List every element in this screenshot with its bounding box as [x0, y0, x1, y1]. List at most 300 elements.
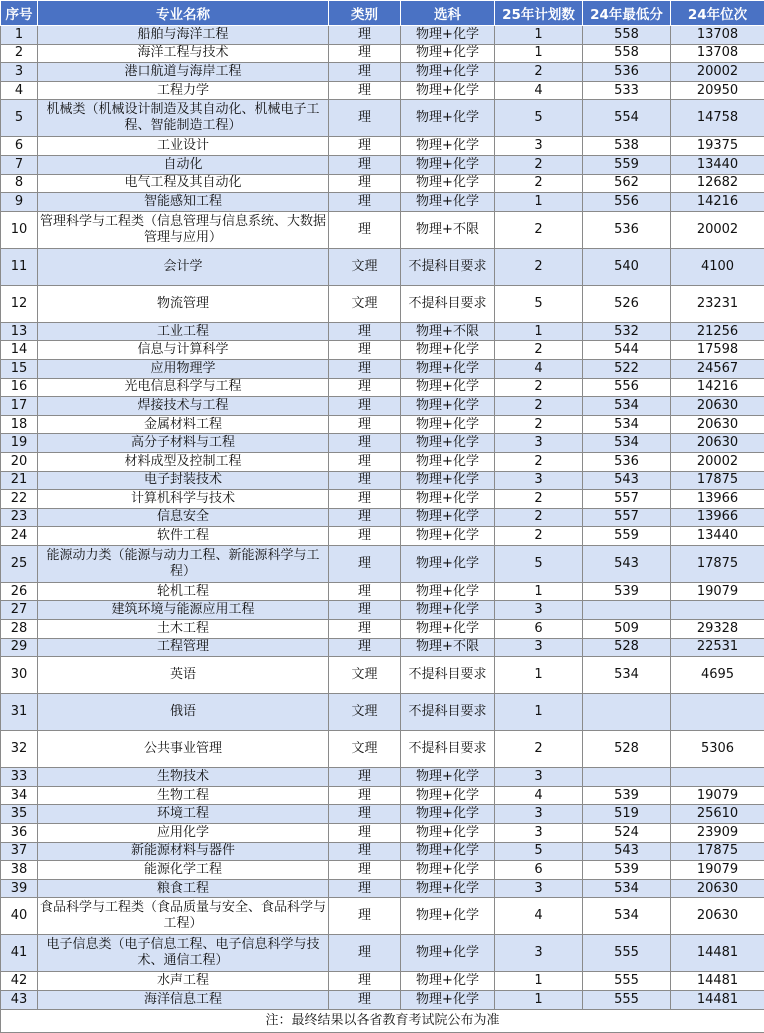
cell-subjects: 物理+化学 — [401, 490, 495, 509]
cell-min24: 528 — [583, 638, 671, 657]
cell-min24: 534 — [583, 879, 671, 898]
cell-plan25: 5 — [495, 545, 583, 582]
cell-no: 6 — [1, 137, 38, 156]
cell-min24: 539 — [583, 786, 671, 805]
cell-no: 37 — [1, 842, 38, 861]
cell-plan25: 1 — [495, 657, 583, 694]
table-row — [1, 434, 764, 453]
header-category: 类别 — [329, 1, 401, 26]
cell-plan25: 6 — [495, 861, 583, 880]
cell-min24: 522 — [583, 359, 671, 378]
cell-no: 32 — [1, 731, 38, 768]
cell-category: 文理 — [329, 731, 401, 768]
table-row — [1, 582, 764, 601]
cell-no: 40 — [1, 898, 38, 935]
table-row — [1, 842, 764, 861]
cell-no: 18 — [1, 415, 38, 434]
table-row — [1, 601, 764, 620]
cell-category: 理 — [329, 527, 401, 546]
cell-category: 理 — [329, 44, 401, 63]
cell-subjects: 物理+化学 — [401, 805, 495, 824]
cell-rank24: 13440 — [671, 155, 764, 174]
cell-plan25: 1 — [495, 26, 583, 45]
table-row — [1, 285, 764, 322]
cell-plan25: 4 — [495, 81, 583, 100]
cell-category: 理 — [329, 824, 401, 843]
cell-category: 理 — [329, 415, 401, 434]
cell-category: 理 — [329, 991, 401, 1010]
cell-rank24: 13966 — [671, 490, 764, 509]
cell-plan25: 5 — [495, 842, 583, 861]
cell-min24 — [583, 601, 671, 620]
cell-no: 3 — [1, 63, 38, 82]
cell-rank24: 20630 — [671, 415, 764, 434]
cell-no: 30 — [1, 657, 38, 694]
cell-rank24: 14481 — [671, 991, 764, 1010]
table-row — [1, 657, 764, 694]
cell-category: 理 — [329, 434, 401, 453]
cell-rank24: 19079 — [671, 786, 764, 805]
cell-no: 27 — [1, 601, 38, 620]
cell-subjects: 物理+化学 — [401, 898, 495, 935]
cell-no: 43 — [1, 991, 38, 1010]
cell-no: 21 — [1, 471, 38, 490]
cell-min24: 536 — [583, 452, 671, 471]
cell-rank24: 14216 — [671, 193, 764, 212]
cell-subjects: 物理+化学 — [401, 193, 495, 212]
table-row — [1, 322, 764, 341]
cell-major: 金属材料工程 — [38, 415, 329, 434]
cell-major: 光电信息科学与工程 — [38, 378, 329, 397]
table-row — [1, 378, 764, 397]
cell-category: 理 — [329, 545, 401, 582]
table-row — [1, 471, 764, 490]
cell-major: 能源动力类（能源与动力工程、新能源科学与工程） — [38, 545, 329, 582]
cell-category: 理 — [329, 155, 401, 174]
cell-no: 33 — [1, 768, 38, 787]
cell-plan25: 1 — [495, 582, 583, 601]
cell-category: 文理 — [329, 657, 401, 694]
cell-plan25: 2 — [495, 452, 583, 471]
cell-category: 理 — [329, 935, 401, 972]
cell-min24: 558 — [583, 44, 671, 63]
cell-no: 2 — [1, 44, 38, 63]
cell-plan25: 2 — [495, 63, 583, 82]
cell-plan25: 2 — [495, 155, 583, 174]
cell-rank24: 20950 — [671, 81, 764, 100]
cell-major: 环境工程 — [38, 805, 329, 824]
cell-plan25: 2 — [495, 490, 583, 509]
cell-plan25: 1 — [495, 193, 583, 212]
table-row — [1, 490, 764, 509]
cell-category: 理 — [329, 620, 401, 639]
cell-category: 理 — [329, 805, 401, 824]
cell-major: 水声工程 — [38, 972, 329, 991]
cell-subjects: 物理+化学 — [401, 879, 495, 898]
table-row — [1, 44, 764, 63]
cell-major: 材料成型及控制工程 — [38, 452, 329, 471]
cell-category: 理 — [329, 601, 401, 620]
cell-no: 11 — [1, 248, 38, 285]
cell-plan25: 2 — [495, 211, 583, 248]
cell-no: 41 — [1, 935, 38, 972]
cell-major: 生物技术 — [38, 768, 329, 787]
cell-plan25: 2 — [495, 731, 583, 768]
cell-subjects: 不提科目要求 — [401, 731, 495, 768]
cell-plan25: 2 — [495, 341, 583, 360]
table-row — [1, 452, 764, 471]
table-row — [1, 248, 764, 285]
cell-rank24: 5306 — [671, 731, 764, 768]
header-row — [1, 1, 764, 26]
cell-no: 23 — [1, 508, 38, 527]
cell-subjects: 不提科目要求 — [401, 694, 495, 731]
cell-category: 理 — [329, 972, 401, 991]
cell-min24: 557 — [583, 490, 671, 509]
cell-plan25: 1 — [495, 991, 583, 1010]
cell-major: 船舶与海洋工程 — [38, 26, 329, 45]
cell-rank24: 29328 — [671, 620, 764, 639]
table-row — [1, 63, 764, 82]
cell-min24: 555 — [583, 935, 671, 972]
header-subjects: 选科 — [401, 1, 495, 26]
cell-min24: 519 — [583, 805, 671, 824]
cell-category: 理 — [329, 378, 401, 397]
cell-plan25: 3 — [495, 824, 583, 843]
cell-category: 理 — [329, 471, 401, 490]
cell-no: 14 — [1, 341, 38, 360]
cell-category: 理 — [329, 452, 401, 471]
cell-no: 10 — [1, 211, 38, 248]
cell-min24: 536 — [583, 63, 671, 82]
cell-min24: 544 — [583, 341, 671, 360]
header-major: 专业名称 — [38, 1, 329, 26]
cell-min24: 554 — [583, 100, 671, 137]
cell-no: 28 — [1, 620, 38, 639]
cell-rank24 — [671, 601, 764, 620]
cell-category: 理 — [329, 861, 401, 880]
table-row — [1, 898, 764, 935]
cell-subjects: 物理+化学 — [401, 137, 495, 156]
cell-category: 理 — [329, 768, 401, 787]
cell-major: 机械类（机械设计制造及其自动化、机械电子工程、智能制造工程） — [38, 100, 329, 137]
table-row — [1, 359, 764, 378]
cell-category: 理 — [329, 638, 401, 657]
cell-category: 理 — [329, 81, 401, 100]
cell-min24: 559 — [583, 527, 671, 546]
cell-min24: 524 — [583, 824, 671, 843]
cell-no: 16 — [1, 378, 38, 397]
cell-rank24: 22531 — [671, 638, 764, 657]
cell-subjects: 物理+化学 — [401, 174, 495, 193]
cell-rank24: 23909 — [671, 824, 764, 843]
cell-major: 英语 — [38, 657, 329, 694]
cell-category: 理 — [329, 100, 401, 137]
cell-no: 38 — [1, 861, 38, 880]
table-row — [1, 694, 764, 731]
cell-rank24: 13708 — [671, 26, 764, 45]
cell-plan25: 2 — [495, 415, 583, 434]
cell-category: 理 — [329, 490, 401, 509]
cell-min24: 555 — [583, 972, 671, 991]
cell-subjects: 物理+不限 — [401, 211, 495, 248]
cell-rank24: 14758 — [671, 100, 764, 137]
cell-major: 新能源材料与器件 — [38, 842, 329, 861]
header-plan25: 25年计划数 — [495, 1, 583, 26]
cell-no: 19 — [1, 434, 38, 453]
table-row — [1, 81, 764, 100]
cell-category: 理 — [329, 786, 401, 805]
cell-subjects: 物理+化学 — [401, 155, 495, 174]
cell-no: 8 — [1, 174, 38, 193]
cell-no: 5 — [1, 100, 38, 137]
header-no: 序号 — [1, 1, 38, 26]
cell-subjects: 物理+不限 — [401, 638, 495, 657]
cell-plan25: 3 — [495, 879, 583, 898]
table-row — [1, 193, 764, 212]
table-row — [1, 174, 764, 193]
cell-min24: 556 — [583, 193, 671, 212]
cell-major: 计算机科学与技术 — [38, 490, 329, 509]
table-row — [1, 731, 764, 768]
cell-rank24: 23231 — [671, 285, 764, 322]
cell-category: 理 — [329, 842, 401, 861]
cell-min24: 534 — [583, 415, 671, 434]
cell-plan25: 2 — [495, 248, 583, 285]
cell-no: 13 — [1, 322, 38, 341]
cell-subjects: 物理+化学 — [401, 935, 495, 972]
cell-subjects: 物理+化学 — [401, 26, 495, 45]
cell-rank24: 20002 — [671, 63, 764, 82]
cell-rank24: 13440 — [671, 527, 764, 546]
cell-subjects: 物理+化学 — [401, 100, 495, 137]
cell-category: 理 — [329, 898, 401, 935]
cell-no: 34 — [1, 786, 38, 805]
footer-row — [1, 1009, 764, 1032]
table-row — [1, 638, 764, 657]
table-row — [1, 508, 764, 527]
cell-major: 管理科学与工程类（信息管理与信息系统、大数据管理与应用） — [38, 211, 329, 248]
cell-min24: 557 — [583, 508, 671, 527]
cell-major: 俄语 — [38, 694, 329, 731]
cell-plan25: 3 — [495, 137, 583, 156]
cell-subjects: 不提科目要求 — [401, 285, 495, 322]
cell-no: 26 — [1, 582, 38, 601]
cell-min24: 543 — [583, 545, 671, 582]
cell-rank24: 21256 — [671, 322, 764, 341]
cell-rank24: 4695 — [671, 657, 764, 694]
cell-major: 食品科学与工程类（食品质量与安全、食品科学与工程） — [38, 898, 329, 935]
cell-no: 22 — [1, 490, 38, 509]
cell-no: 1 — [1, 26, 38, 45]
cell-rank24: 20002 — [671, 211, 764, 248]
table-row — [1, 211, 764, 248]
cell-category: 文理 — [329, 694, 401, 731]
cell-min24 — [583, 768, 671, 787]
cell-min24: 539 — [583, 582, 671, 601]
cell-plan25: 4 — [495, 359, 583, 378]
cell-min24: 558 — [583, 26, 671, 45]
header-min24: 24年最低分 — [583, 1, 671, 26]
cell-rank24: 20630 — [671, 898, 764, 935]
table-row — [1, 620, 764, 639]
cell-plan25: 1 — [495, 322, 583, 341]
cell-rank24: 19375 — [671, 137, 764, 156]
cell-category: 理 — [329, 211, 401, 248]
cell-min24: 543 — [583, 471, 671, 490]
cell-min24: 555 — [583, 991, 671, 1010]
cell-plan25: 1 — [495, 694, 583, 731]
cell-plan25: 1 — [495, 44, 583, 63]
cell-no: 31 — [1, 694, 38, 731]
cell-rank24: 14216 — [671, 378, 764, 397]
table-row — [1, 397, 764, 416]
cell-category: 理 — [329, 359, 401, 378]
cell-major: 工业工程 — [38, 322, 329, 341]
cell-min24: 538 — [583, 137, 671, 156]
cell-min24: 534 — [583, 397, 671, 416]
cell-major: 轮机工程 — [38, 582, 329, 601]
cell-rank24: 4100 — [671, 248, 764, 285]
cell-subjects: 物理+化学 — [401, 434, 495, 453]
cell-subjects: 物理+化学 — [401, 620, 495, 639]
cell-subjects: 物理+化学 — [401, 527, 495, 546]
cell-category: 理 — [329, 582, 401, 601]
table-row — [1, 100, 764, 137]
cell-rank24: 24567 — [671, 359, 764, 378]
cell-subjects: 物理+化学 — [401, 842, 495, 861]
cell-min24: 556 — [583, 378, 671, 397]
table-body — [1, 26, 764, 1010]
cell-subjects: 物理+化学 — [401, 452, 495, 471]
cell-major: 应用化学 — [38, 824, 329, 843]
cell-rank24: 17875 — [671, 471, 764, 490]
cell-no: 9 — [1, 193, 38, 212]
cell-plan25: 3 — [495, 434, 583, 453]
cell-min24: 540 — [583, 248, 671, 285]
table-row — [1, 527, 764, 546]
cell-category: 理 — [329, 137, 401, 156]
cell-rank24: 20630 — [671, 879, 764, 898]
cell-plan25: 2 — [495, 378, 583, 397]
cell-category: 理 — [329, 193, 401, 212]
cell-no: 15 — [1, 359, 38, 378]
cell-major: 焊接技术与工程 — [38, 397, 329, 416]
cell-plan25: 3 — [495, 471, 583, 490]
cell-subjects: 物理+化学 — [401, 582, 495, 601]
cell-rank24: 20630 — [671, 434, 764, 453]
cell-min24: 528 — [583, 731, 671, 768]
cell-min24: 533 — [583, 81, 671, 100]
cell-subjects: 物理+化学 — [401, 545, 495, 582]
cell-subjects: 物理+化学 — [401, 471, 495, 490]
cell-rank24: 20630 — [671, 397, 764, 416]
cell-min24: 534 — [583, 657, 671, 694]
cell-min24 — [583, 694, 671, 731]
cell-rank24: 25610 — [671, 805, 764, 824]
cell-major: 电气工程及其自动化 — [38, 174, 329, 193]
cell-rank24: 17875 — [671, 842, 764, 861]
cell-major: 能源化学工程 — [38, 861, 329, 880]
cell-min24: 536 — [583, 211, 671, 248]
cell-plan25: 1 — [495, 972, 583, 991]
table-row — [1, 545, 764, 582]
cell-rank24: 20002 — [671, 452, 764, 471]
cell-rank24: 12682 — [671, 174, 764, 193]
cell-major: 工程力学 — [38, 81, 329, 100]
cell-no: 29 — [1, 638, 38, 657]
cell-subjects: 物理+化学 — [401, 341, 495, 360]
cell-plan25: 3 — [495, 768, 583, 787]
cell-plan25: 2 — [495, 508, 583, 527]
table-row — [1, 879, 764, 898]
cell-plan25: 2 — [495, 397, 583, 416]
cell-subjects: 物理+化学 — [401, 44, 495, 63]
cell-subjects: 物理+化学 — [401, 768, 495, 787]
cell-subjects: 物理+化学 — [401, 63, 495, 82]
cell-major: 智能感知工程 — [38, 193, 329, 212]
cell-no: 36 — [1, 824, 38, 843]
cell-no: 35 — [1, 805, 38, 824]
cell-plan25: 5 — [495, 285, 583, 322]
cell-plan25: 2 — [495, 174, 583, 193]
cell-plan25: 3 — [495, 935, 583, 972]
cell-category: 理 — [329, 26, 401, 45]
cell-rank24: 13966 — [671, 508, 764, 527]
table-row — [1, 155, 764, 174]
cell-no: 25 — [1, 545, 38, 582]
cell-min24: 534 — [583, 898, 671, 935]
cell-major: 信息安全 — [38, 508, 329, 527]
cell-major: 物流管理 — [38, 285, 329, 322]
cell-category: 理 — [329, 397, 401, 416]
cell-subjects: 物理+化学 — [401, 824, 495, 843]
cell-subjects: 物理+化学 — [401, 861, 495, 880]
cell-min24: 562 — [583, 174, 671, 193]
cell-category: 理 — [329, 508, 401, 527]
table-row — [1, 137, 764, 156]
table-row — [1, 991, 764, 1010]
table-row — [1, 972, 764, 991]
cell-major: 建筑环境与能源应用工程 — [38, 601, 329, 620]
cell-subjects: 不提科目要求 — [401, 248, 495, 285]
cell-subjects: 物理+不限 — [401, 322, 495, 341]
cell-plan25: 3 — [495, 638, 583, 657]
cell-subjects: 物理+化学 — [401, 972, 495, 991]
table-row — [1, 26, 764, 45]
cell-category: 理 — [329, 879, 401, 898]
cell-no: 24 — [1, 527, 38, 546]
cell-rank24: 17875 — [671, 545, 764, 582]
cell-rank24 — [671, 768, 764, 787]
cell-no: 7 — [1, 155, 38, 174]
cell-min24: 509 — [583, 620, 671, 639]
cell-min24: 526 — [583, 285, 671, 322]
table-row — [1, 415, 764, 434]
cell-major: 工程管理 — [38, 638, 329, 657]
cell-no: 39 — [1, 879, 38, 898]
cell-subjects: 物理+化学 — [401, 991, 495, 1010]
cell-subjects: 物理+化学 — [401, 359, 495, 378]
cell-category: 理 — [329, 63, 401, 82]
cell-no: 20 — [1, 452, 38, 471]
cell-rank24: 19079 — [671, 582, 764, 601]
cell-plan25: 4 — [495, 786, 583, 805]
cell-category: 理 — [329, 174, 401, 193]
cell-no: 42 — [1, 972, 38, 991]
table-row — [1, 824, 764, 843]
cell-no: 17 — [1, 397, 38, 416]
